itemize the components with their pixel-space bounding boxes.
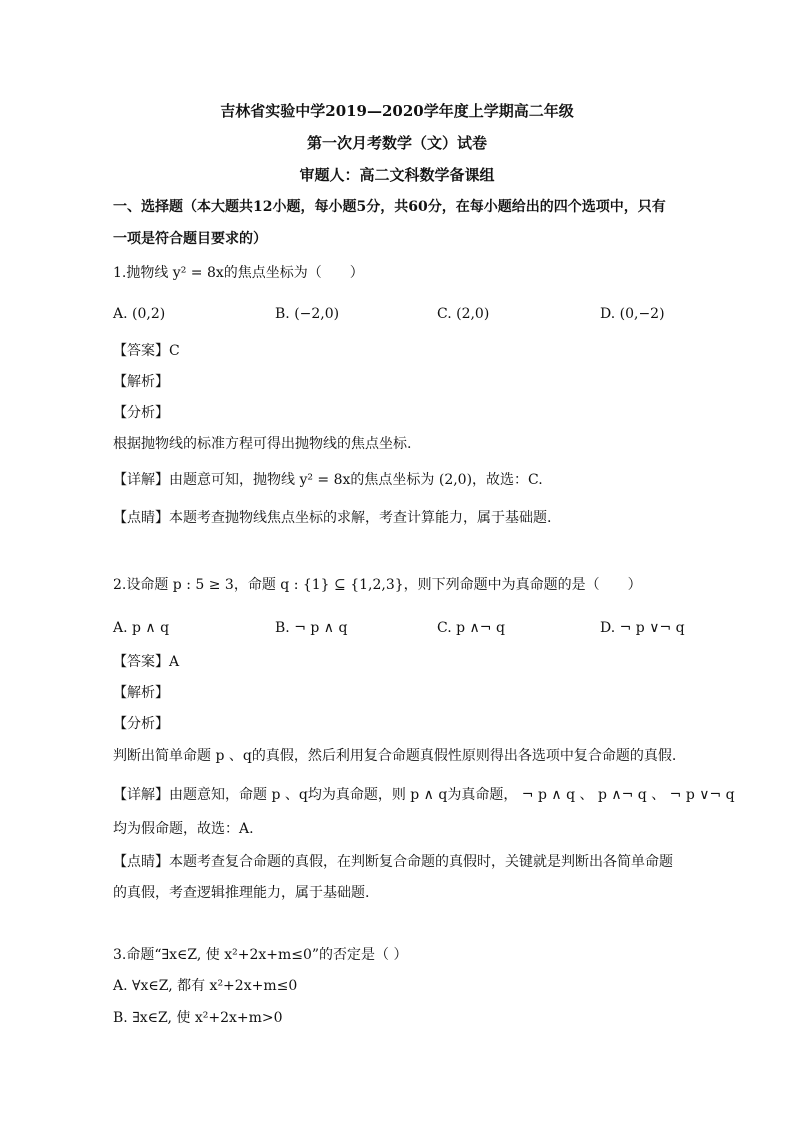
q1-stem: 1.抛物线 y² = 8x的焦点坐标为（ ） [113,265,364,281]
q1-option-b: B. (−2,0) [275,306,340,322]
q3-option-a: A. ∀x∈Z, 都有 x²+2x+m≤0 [113,978,298,994]
q2-fenxi-text: 判断出简单命题 p 、q的真假，然后利用复合命题真假性原则得出各选项中复合命题的真假. [113,748,677,764]
q2-option-d: D. ¬ p ∨¬ q [600,620,685,636]
reviewer-line: 审题人：高二文科数学备课组 [299,166,495,184]
exam-title: 吉林省实验中学2019—2020学年度上学期高二年级 [220,102,574,120]
q2-comment-line2: 的真假，考查逻辑推理能力，属于基础题. [113,885,370,901]
q2-option-c: C. p ∧¬ q [437,620,505,636]
section-heading-line2: 一项是符合题目要求的） [113,231,267,247]
q3-stem: 3.命题“∃x∈Z, 使 x²+2x+m≤0”的否定是（ ） [113,947,408,963]
q1-fenxi: 【分析】 [113,405,169,421]
exam-subtitle: 第一次月考数学（文）试卷 [306,134,487,152]
q2-detail-line1: 【详解】由题意知，命题 p 、q均为真命题，则 p ∧ q为真命题， ¬ p ∧ q 、 p ∧¬ q 、 ¬ p ∨¬ q [113,787,735,803]
q2-option-b: B. ¬ p ∧ q [275,620,348,636]
q1-option-c: C. (2,0) [437,306,490,322]
q1-option-a: A. (0,2) [113,306,166,322]
q2-answer: 【答案】A [113,654,180,670]
q1-jiexi: 【解析】 [113,374,169,390]
q1-detail: 【详解】由题意可知，抛物线 y² = 8x的焦点坐标为 (2,0)，故选：C. [113,472,543,488]
q2-stem: 2.设命题 p : 5 ≥ 3，命题 q : {1} ⊆ {1,2,3}，则下列命题中为真命题的是（ ） [113,577,642,593]
section-heading-line1: 一、选择题（本大题共12小题，每小题5分，共60分，在每小题给出的四个选项中，只有 [113,199,666,215]
q2-fenxi: 【分析】 [113,716,169,732]
q1-fenxi-text: 根据抛物线的标准方程可得出抛物线的焦点坐标. [113,436,412,452]
q1-comment: 【点睛】本题考查抛物线焦点坐标的求解，考查计算能力，属于基础题. [113,510,552,526]
q2-option-a: A. p ∧ q [113,620,170,636]
q2-comment-line1: 【点睛】本题考查复合命题的真假，在判断复合命题的真假时，关键就是判断出各简单命题 [113,854,673,870]
q1-option-d: D. (0,−2) [600,306,665,322]
q2-detail-line2: 均为假命题，故选：A. [113,821,254,837]
q3-option-b: B. ∃x∈Z, 使 x²+2x+m>0 [113,1010,283,1026]
q2-jiexi: 【解析】 [113,685,169,701]
q1-answer: 【答案】C [113,343,180,359]
